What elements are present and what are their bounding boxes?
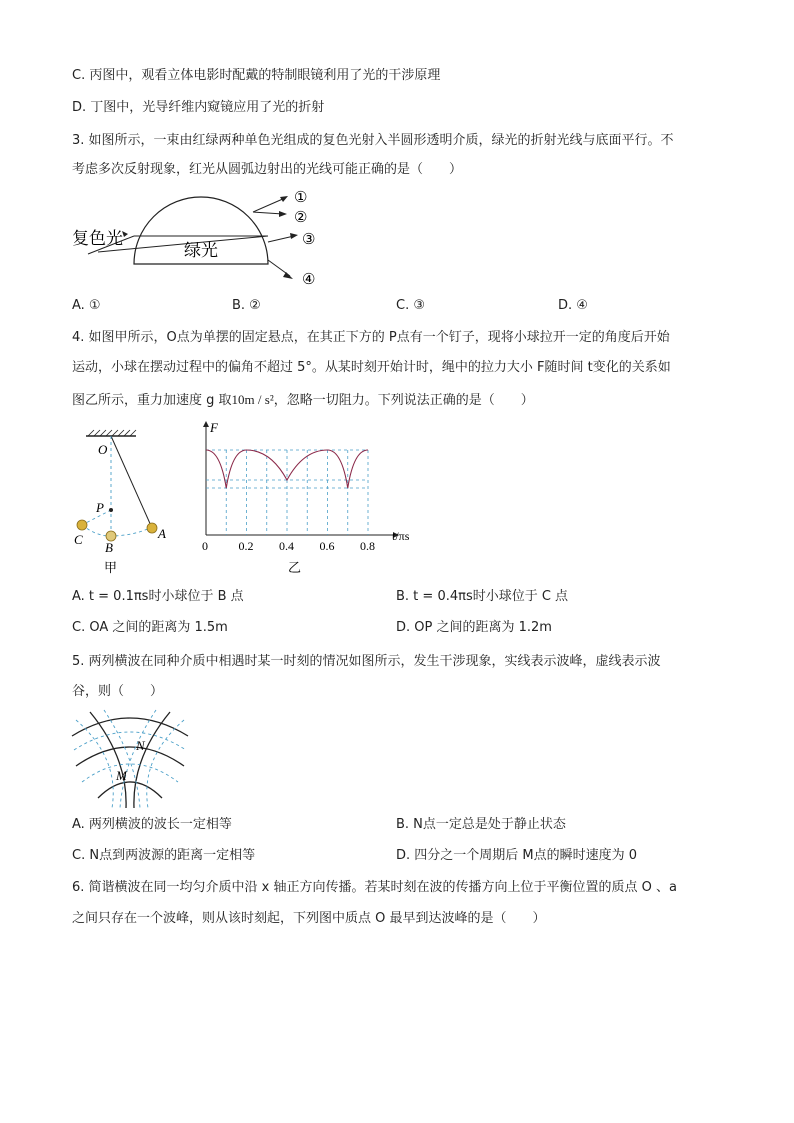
chart-x-tick-label: 0.8 bbox=[360, 539, 375, 553]
chart-x-tick-label: 0 bbox=[202, 539, 208, 553]
chart-x-tick-label: 0.4 bbox=[279, 539, 294, 553]
q4-option-b: B. t = 0.4πs时小球位于 C 点 bbox=[396, 589, 569, 604]
q4-stem-line2: 运动，小球在摆动过程中的偏角不超过 5°。从某时刻开始计时，绳中的拉力大小 F随时间 t变化的关系如 bbox=[72, 360, 671, 375]
q4-label-c: C bbox=[74, 532, 83, 547]
q5-label-m: M bbox=[116, 768, 127, 783]
q5-option-d: D. 四分之一个周期后 M点的瞬时速度为 0 bbox=[396, 848, 638, 863]
option-c-previous: C. 丙图中，观看立体电影时配戴的特制眼镜利用了光的干涉原理 bbox=[72, 68, 441, 83]
q4-stem-line3 bbox=[72, 390, 534, 411]
q5-option-a: A. 两列横波的波长一定相等 bbox=[72, 817, 232, 832]
q3-option-a: A. ① bbox=[72, 298, 101, 313]
q3-option-d: D. ④ bbox=[558, 298, 588, 313]
chart-x-tick-label: 0.6 bbox=[319, 539, 335, 553]
q4-caption-jia: 甲 bbox=[104, 560, 118, 575]
q4-caption-yi: 乙 bbox=[288, 560, 302, 575]
q4-pendulum-figure bbox=[70, 424, 190, 584]
q4-chart-ylabel: F bbox=[210, 420, 218, 435]
q4-option-c: C. OA 之间的距离为 1.5m bbox=[72, 620, 228, 635]
q4-option-d: D. OP 之间的距离为 1.2m bbox=[396, 620, 552, 635]
q3-option-b: B. ② bbox=[232, 298, 261, 313]
q3-semicircle-figure bbox=[68, 184, 328, 294]
q4-label-p: P bbox=[96, 500, 104, 515]
q5-option-b: B. N点一定总是处于静止状态 bbox=[396, 817, 566, 832]
chart-x-tick-label: 0.2 bbox=[238, 539, 254, 553]
option-d-previous: D. 丁图中，光导纤维内窥镜应用了光的折射 bbox=[72, 100, 325, 115]
q5-label-n: N bbox=[136, 738, 145, 753]
q4-force-time-chart bbox=[196, 420, 426, 580]
q3-ray-label-2: ② bbox=[294, 210, 308, 226]
q6-stem-line2: 之间只存在一个波峰，则从该时刻起，下列图中质点 O 最早到达波峰的是（ ） bbox=[72, 911, 546, 926]
q3-stem-line1: 3. 如图所示，一束由红绿两种单色光组成的复色光射入半圆形透明介质，绿光的折射光线与底面平行。不 bbox=[72, 133, 674, 148]
q3-ray-label-1: ① bbox=[294, 190, 308, 206]
q4-label-a: A bbox=[158, 526, 166, 541]
q4-stem-line1: 4. 如图甲所示，O点为单摆的固定悬点，在其正下方的 P点有一个钉子，现将小球拉开一定的角度后开始 bbox=[72, 330, 670, 345]
q3-stem-line2: 考虑多次反射现象，红光从圆弧边射出的光线可能正确的是（ ） bbox=[72, 162, 463, 177]
q3-ray-label-4: ④ bbox=[302, 272, 316, 288]
q4-stem-line3-a: 图乙所示，重力加速度 g 取 bbox=[72, 393, 232, 408]
q4-gravity-value: 10m / s² bbox=[231, 392, 274, 407]
q4-chart-xlabel: t/πs bbox=[392, 529, 410, 543]
q3-green-label: 绿光 bbox=[184, 241, 218, 260]
q4-option-a: A. t = 0.1πs时小球位于 B 点 bbox=[72, 589, 244, 604]
q4-label-o: O bbox=[98, 442, 108, 457]
q3-ray-label-3: ③ bbox=[302, 232, 316, 248]
q5-interference-figure bbox=[70, 708, 190, 808]
q3-option-c: C. ③ bbox=[396, 298, 425, 313]
q5-stem-line1: 5. 两列横波在同种介质中相遇时某一时刻的情况如图所示，发生干涉现象，实线表示波峰，虚线表示波 bbox=[72, 654, 661, 669]
q4-stem-line3-c: ，忽略一切阻力。下列说法正确的是（ ） bbox=[273, 393, 534, 408]
q6-stem-line1: 6. 简谐横波在同一均匀介质中沿 x 轴正方向传播。若某时刻在波的传播方向上位于平衡位置的质点 O 、a bbox=[72, 880, 677, 895]
q4-label-b: B bbox=[105, 540, 113, 555]
q3-incoming-label: 复色光 bbox=[72, 229, 123, 248]
q5-stem-line2: 谷，则（ ） bbox=[72, 684, 164, 699]
q5-option-c: C. N点到两波源的距离一定相等 bbox=[72, 848, 256, 863]
